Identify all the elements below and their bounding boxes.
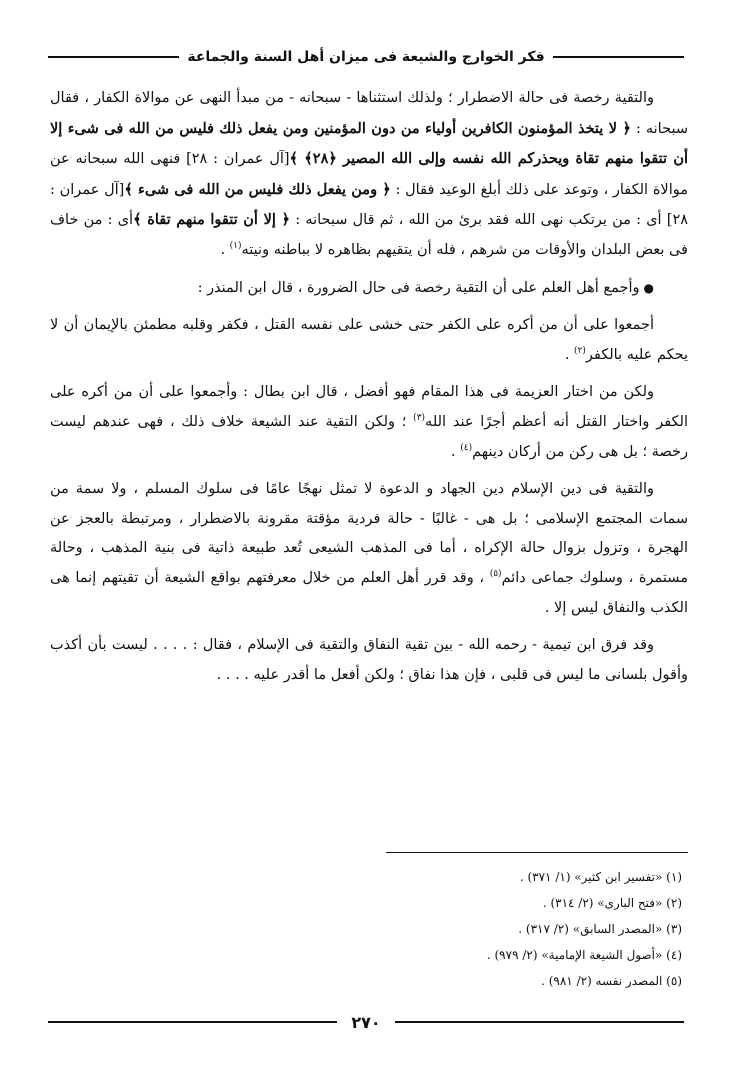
header-rule-left: [48, 56, 179, 58]
paragraph-text: [آل عمران : ٢٨] أى : من يرتكب نهى الله فقد برئ من الله ، ثم قال سبحانه :: [50, 181, 689, 229]
body-text: [50, 84, 688, 690]
footer-rule-left: [48, 1021, 337, 1023]
paragraph-text: ولكن من اختار العزيمة فى هذا المقام فهو أفضل ، قال ابن بطال : وأجمعوا على أن من أكره على الكفر واختار القتل أنه أعظم أجرًا عند الله: [50, 384, 688, 430]
footnotes: [120, 864, 682, 994]
paragraph-2: [50, 274, 688, 304]
footer-rule-right: [395, 1021, 684, 1023]
paragraph-text: ، وقد قرر أهل العلم من خلال معرفتهم بواقع الشيعة أن تقيتهم إنما هى الكذب والنفاق ليس إلا .: [50, 569, 688, 616]
running-header: [48, 44, 684, 70]
footnote-item: (٤) «أصول الشيعة الإمامية» (٢/ ٩٧٩) .: [486, 948, 682, 962]
footnote-ref: (٣): [413, 413, 426, 424]
paragraph-1: [50, 84, 688, 266]
paragraph-3: [50, 311, 688, 370]
paragraph-6: [50, 631, 688, 690]
quran-verse: ﴿ إلا أن تتقوا منهم تقاة ﴾: [133, 211, 291, 229]
footnote-item: (١) «تفسير ابن كثير» (١/ ٣٧١) .: [519, 870, 682, 884]
paragraph-text: أى : من خاف فى بعض البلدان والأوقات من شرهم ، فله أن يتقيهم بظاهره لا بباطنه ونيته: [50, 212, 688, 258]
paragraph-text: [آل عمران : ٢٨] فنهى الله سبحانه عن موالاة الكفار ، وتوعد على ذلك أبلغ الوعيد فقال :: [50, 151, 688, 198]
footnote-ref: (٤): [460, 442, 473, 453]
header-title: فكر الخوارج والشيعة فى ميزان أهل السنة والجماعة: [187, 49, 545, 65]
bullet-icon: ●: [643, 280, 654, 295]
paragraph-text: .: [220, 241, 230, 258]
footnote-ref: (٥): [489, 569, 502, 580]
footnote-ref: (٢): [574, 345, 586, 356]
quran-verse: ﴿ لا يتخذ المؤمنون الكافرين أولياء من دون المؤمنين ومن يفعل ذلك فليس من الله فى شىء إلا أن تتقوا منهم تقاة ويحذركم الله نفسه وإلى الله المصير ﴿٢٨﴾ ﴾: [50, 119, 689, 168]
footnote-item: (٥) المصدر نفسه (٢/ ٩٨١) .: [541, 974, 682, 988]
paragraph-text: والتقية فى دين الإسلام دين الجهاد و الدعوة لا تمثل نهجًا عامًا فى سلوك المسلم ، ولا سمة من سمات المجتمع الإسلامى ؛ بل هى - غالبًا - حالة فردية مؤقتة مقرونة بالاضطرار ، ومرتبطة بالعجز عن الهجرة ، وتزول بزوال حالة الإكراه ، أما فى المذهب الشيعى تُعد طبيعة ذاتية فى بنية المذهب ، وحالة مستمرة ، وسلوك جماعى دائم: [50, 481, 688, 586]
header-rule-right: [553, 56, 684, 58]
paragraph-text: وقد فرق ابن تيمية - رحمه الله - بين تقية النفاق والتقية فى الإسلام ، فقال : . . . . ليست بأن أكذب وأقول بلسانى ما ليس فى قلبى ، فإن هذا نفاق ؛ ولكن أفعل ما أقدر عليه . . . .: [50, 637, 688, 683]
paragraph-text: .: [564, 346, 575, 363]
paragraph-text: أجمعوا على أن من أكره على الكفر حتى خشى على نفسه القتل ، فكفر وقلبه مطمئن بالإيمان أن لا يحكم عليه بالكفر: [50, 317, 688, 363]
footnote-item: (٣) «المصدر السابق» (٢/ ٣١٧) .: [518, 922, 682, 936]
footnote-divider: [386, 852, 688, 853]
page-footer: [48, 1010, 684, 1034]
footnote-ref: (١): [229, 241, 242, 252]
paragraph-text: والتقية رخصة فى حالة الاضطرار ؛ ولذلك استثناها - سبحانه - من مبدأ النهى عن موالاة الكفار ، فقال سبحانه :: [50, 90, 688, 137]
footnote-item: (٢) «فتح البارى» (٢/ ٣١٤) .: [542, 896, 682, 910]
quran-verse: ﴿ ومن يفعل ذلك فليس من الله فى شىء ﴾: [124, 180, 391, 198]
paragraph-5: [50, 475, 688, 623]
paragraph-text: .: [451, 443, 461, 460]
paragraph-text: وأجمع أهل العلم على أن التقية رخصة فى حال الضرورة ، قال ابن المنذر :: [197, 279, 640, 296]
paragraph-4: [50, 378, 688, 467]
paragraph-text: ؛ ولكن التقية عند الشيعة خلاف ذلك ، فهى عندهم ليست رخصة ؛ بل هى ركن من أركان دينهم: [50, 413, 688, 460]
page-number: ٢٧٠: [351, 1012, 381, 1032]
